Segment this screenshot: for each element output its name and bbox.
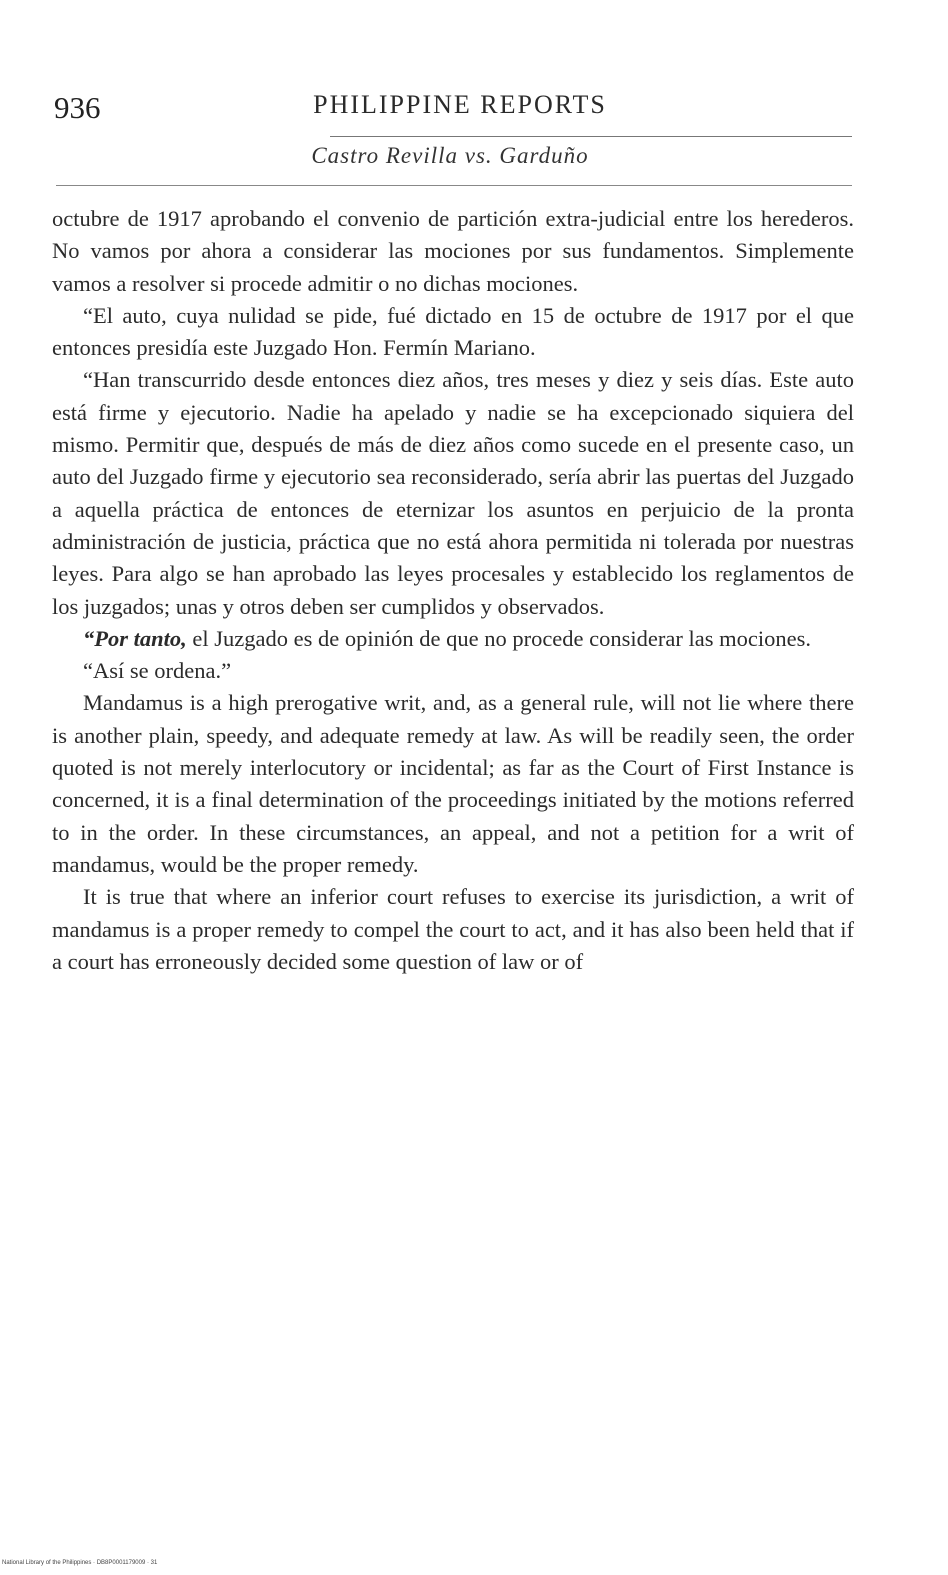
scan-footer: National Library of the Philippines · DB8P0001179009 · 31 bbox=[2, 1560, 158, 1566]
running-head: PHILIPPINE REPORTS bbox=[313, 90, 607, 119]
page-number: 936 bbox=[54, 90, 101, 125]
case-title: Castro Revilla vs. Garduño bbox=[311, 143, 589, 168]
paragraph: octubre de 1917 aprobando el convenio de partición extra-judicial entre los herederos. No vamos por ahora a considerar las mociones por sus fundamentos. Simplemente vamos a resolver si procede admitir o no dichas mociones. bbox=[52, 206, 854, 296]
page-body bbox=[52, 203, 854, 978]
por-tanto-rest: el Juzgado es de opinión de que no procede considerar las mociones. bbox=[186, 625, 811, 651]
closing-quote: “Así se ordena.” bbox=[83, 658, 232, 684]
paragraph: “Han transcurrido desde entonces diez años, tres meses y diez y seis días. Este auto está firme y ejecutorio. Nadie ha apelado y nadie se ha excepcionado siquiera del mismo. Permitir que, después de más de diez años como sucede en el presente caso, un auto del Juzgado firme y ejecutorio sea reconsiderado, sería abrir las puertas del Juzgado a aquella práctica de entonces de eternizar los asuntos en perjuicio de la pronta administración de justicia, práctica que no está ahora permitida ni tolerada por nuestras leyes. Para algo se han aprobado las leyes procesales y establecido los reglamentos de los juzgados; unas y otros deben ser cumplidos y observados. bbox=[52, 367, 854, 619]
paragraph: “El auto, cuya nulidad se pide, fué dictado en 15 de octubre de 1917 por el que entonces presidía este Juzgado Hon. Fermín Mariano. bbox=[52, 302, 854, 361]
paragraph: Mandamus is a high prerogative writ, and, as a general rule, will not lie where there is another plain, speedy, and adequate remedy at law. As will be readily seen, the order quoted is not merely interlocutory or incidental; as far as the Court of First Instance is concerned, it is a final determination of the proceedings initiated by the motions referred to in the order. In these circumstances, an appeal, and not a petition for a writ of mandamus, would be the proper remedy. bbox=[52, 690, 854, 877]
por-tanto-lead: “Por tanto, bbox=[83, 625, 187, 651]
paragraph: It is true that where an inferior court refuses to exercise its jurisdiction, a writ of mandamus is a proper remedy to compel the court to act, and it has also been held that if a court has erroneously decided some question of law or of bbox=[52, 884, 854, 974]
header-rule-top bbox=[330, 136, 852, 137]
header-rule-bottom bbox=[56, 185, 852, 186]
paragraph-por-tanto bbox=[52, 623, 854, 655]
